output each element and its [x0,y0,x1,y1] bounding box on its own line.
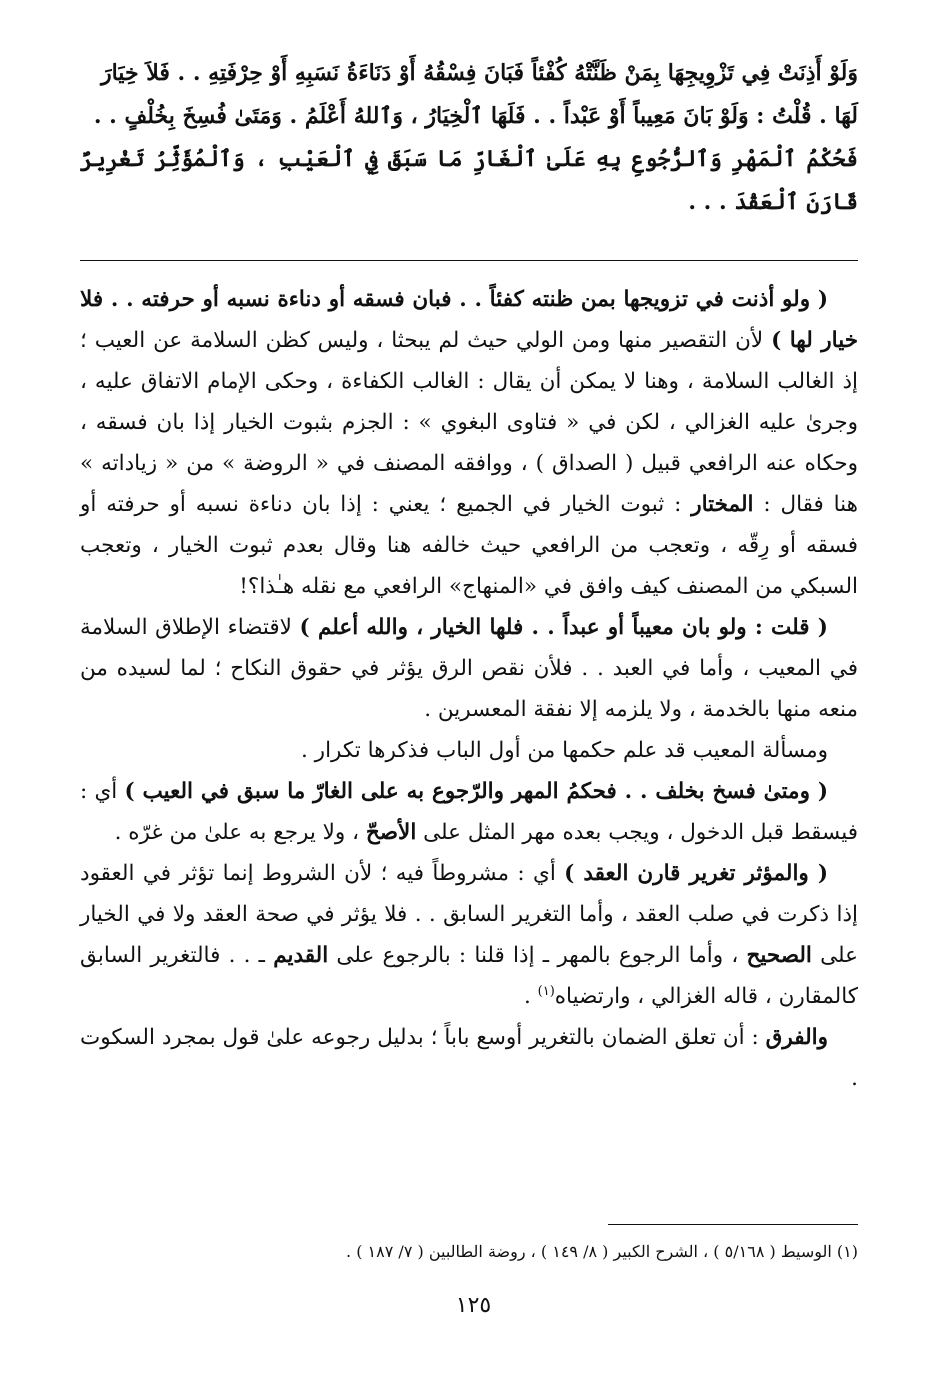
footnote-marker[interactable]: (١) [537,983,555,999]
matn-line-1 [80,52,858,95]
separator-rule [80,260,858,261]
commentary-3: ومسألة المعيب قد علم حكمها من أول الباب فذكرها تكرار . [301,738,828,763]
footnote [80,1240,858,1264]
commentary-2-a: لاقتضاء الإطلاق السلامة في المعيب ، وأما في العبد . . فلأن نقص الرق يؤثر في حقوق النكاح ؛ لما لسيده من منعه منها بالخدمة ، ولا يلزمه إلا نفقة المعسرين . [80,615,858,722]
matn-line-2-b: : وَلَوْ بَانَ مَعِيباً أَوْ عَبْداً . . فَلَهَا ٱلْخِيَارُ ، وَٱللهُ أَعْلَمُ . وَمَتَىٰ فُسِخَ بِخُلْفٍ . . [93,103,773,129]
commentary-1-a: لأن التقصير منها ومن الولي حيث لم يبحثا ، وليس كظن السلامة عن العيب ؛ إذ الغالب السلامة ، وهنا لا يمكن أن يقال : الغالب الكفاءة ، وحكى الإمام الاتفاق عليه ، وجرىٰ عليه الغزالي ، لكن في « فتاوى البغوي » : الجزم بثبوت الخيار إذا بان فسقه ، وحكاه عنه الرافعي قبيل ( الصداق ) ، ووافقه المصنف في « الروضة » من « زياداته » هنا فقال : [80,328,859,517]
commentary-paragraph-6 [80,1017,858,1099]
term-sahih: الصحيح [746,943,812,968]
term-farq: والفرق [765,1025,828,1050]
quoted-matn-4: ( ومتىٰ فسخ بخلف . . فحكمُ المهر والرّجوع به على الغارّ ما سبق في العيب ) [124,779,828,804]
quoted-matn-5: ( والمؤثر تغرير قارن العقد ) [564,861,828,886]
footnote-text: (١) الوسيط ( ٥/١٦٨ ) ، الشرح الكبير ( ٨/ ١٤٩ ) ، روضة الطالبين ( ٧/ ١٨٧ ) . [346,1242,858,1261]
commentary-5-b: ، وأما الرجوع بالمهر ـ إذا قلنا : بالرجوع على [328,943,747,968]
commentary-paragraph-2 [80,607,858,730]
term-qadim: القديم [273,943,329,968]
commentary-5-d: . [523,984,538,1009]
matn-line-3 [80,138,858,224]
commentary-paragraph-1 [80,279,858,607]
matn-line-1-text: وَلَوْ أَذِنَتْ فِي تَزْوِيجِهَا بِمَنْ ظَنَّتْهُ كُفْئاً فَبَانَ فِسْقُهُ أَوْ دَنَاءَةُ نَسَبِهِ أَوْ حِرْفَتِهِ . . فَلاَ خِيَارَ [100,60,858,86]
commentary-paragraph-4 [80,771,858,853]
matn-line-3-text: فَحُكْمُ ٱلْمَهْرِ وَٱلرُّجُوعِ بِهِ عَلَىٰ ٱلْغَارِّ مَا سَبَقَ فِي ٱلْعَيْبِ ، وَٱلْمُؤَثِّرُ تَغْرِيرٌ قَارَنَ ٱلْعَقْدَ . . . [80,146,858,215]
commentary-paragraph-5 [80,853,858,1017]
matn-line-2-a: لَهَا . [811,103,858,129]
term-mukhtar: المختار [691,492,754,517]
matn-qult: قُلْتُ [772,103,812,129]
matn-block [80,52,858,224]
quoted-matn-2: ( قلت : ولو بان معيباً أو عبداً . . فلها الخيار ، والله أعلم ) [299,615,828,640]
commentary-5-a: أي : مشروطاً فيه ؛ لأن الشروط إنما تؤثر في العقود إذا ذكرت في صلب العقد ، وأما التغرير السابق . . فلا يؤثر في صحة العقد ولا في الخيار على [80,861,858,968]
commentary-4-b: ، ولا يرجع به علىٰ من غرّه . [114,820,366,845]
quoted-matn-1: ( ولو أذنت في تزويجها بمن ظنته كفئاً . . فبان فسقه أو دناءة نسبه أو حرفته . . فلا خيار لها ) [80,287,858,353]
term-asah: الأصحّ [365,820,417,845]
commentary-5-c: ـ . . فالتغرير السابق كالمقارن ، قاله الغزالي ، وارتضياه [80,943,858,1009]
page-content [80,52,858,1099]
commentary-paragraph-3 [80,730,858,771]
commentary-4-a: أي : فيسقط قبل الدخول ، ويجب بعده مهر المثل على [80,779,858,845]
matn-line-2 [80,95,858,138]
commentary [80,279,858,1099]
footnote-rule [608,1224,858,1225]
page-number: ١٢٥ [455,1293,492,1318]
commentary-6-a: : أن تعلق الضمان بالتغرير أوسع باباً ؛ بدليل رجوعه علىٰ قول بمجرد السكوت . [80,1025,858,1091]
commentary-1-b: : ثبوت الخيار في الجميع ؛ يعني : إذا بان دناءة نسبه أو حرفته أو فسقه أو رِقّه ، وتعجب من الرافعي حيث خالفه هنا وقال بعدم ثبوت الخيار ، وتعجب السبكي من المصنف كيف وافق في «المنهاج» الرافعي مع نقله هـٰذا؟! [80,492,858,599]
